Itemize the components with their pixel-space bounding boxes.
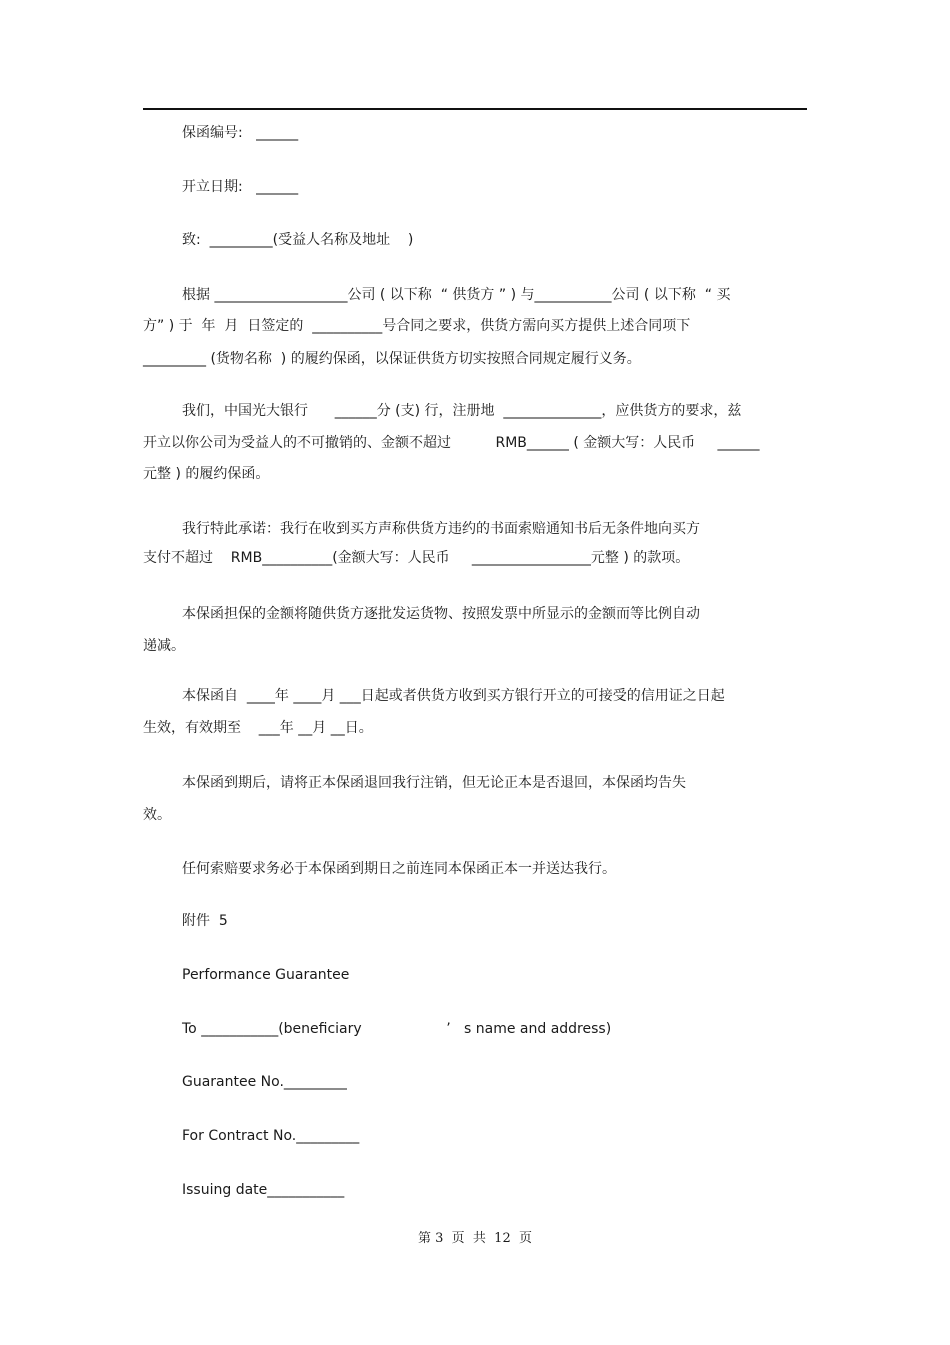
attachment-issuing-date: Issuing date___________: [182, 1182, 345, 1198]
undertaking-paragraph-line-1: 我行特此承诺：我行在收到买方声称供货方违约的书面索赔通知书后无条件地向买方: [182, 521, 700, 537]
claims-paragraph: 任何索赔要求务必于本保函到期日之前连同本保函正本一并送达我行。: [182, 861, 616, 877]
attachment-contract-number: For Contract No._________: [182, 1128, 360, 1144]
header-rule: [143, 108, 807, 110]
reduction-paragraph-line-2: 递减。: [143, 638, 185, 654]
guarantee-number-field: 保函编号: ______: [182, 125, 299, 141]
basis-paragraph-line-2: 方” ) 于 年 月 日签定的 __________号合同之要求，供货方需向买方提供上述合同项下: [143, 318, 691, 334]
attachment-guarantee-number: Guarantee No._________: [182, 1074, 347, 1090]
bank-paragraph-line-1: 我们，中国光大银行 ______分 (支) 行，注册地 ______________，应供货方的要求，兹: [182, 403, 742, 419]
reduction-paragraph-line-1: 本保函担保的金额将随供货方逐批发运货物、按照发票中所显示的金额而等比例自动: [182, 606, 700, 622]
bank-paragraph-line-3: 元整 ) 的履约保函。: [143, 466, 270, 482]
bank-paragraph-line-2: 开立以你公司为受益人的不可撤销的、金额不超过 RMB______ ( 金额大写：人民币 ______: [143, 435, 760, 451]
addressee-field: 致: _________(受益人名称及地址 ): [182, 232, 414, 248]
attachment-label: 附件 5: [182, 913, 228, 929]
attachment-title: Performance Guarantee: [182, 967, 350, 983]
validity-paragraph-line-1: 本保函自 ____年 ____月 ___日起或者供货方收到买方银行开立的可接受的信用证之日起: [182, 688, 725, 704]
issue-date-field: 开立日期: ______: [182, 179, 299, 195]
undertaking-paragraph-line-2: 支付不超过 RMB__________(金额大写：人民币 _________________元整 ) 的款项。: [143, 550, 690, 566]
validity-paragraph-line-2: 生效，有效期至 ___年 __月 __日。: [143, 720, 373, 736]
attachment-to-line: To ___________(beneficiary ’ s name and address): [182, 1021, 612, 1037]
basis-paragraph-line-3: _________ (货物名称 ) 的履约保函，以保证供货方切实按照合同规定履行义务。: [143, 351, 641, 367]
basis-paragraph-line-1: 根据 ___________________公司 ( 以下称 “ 供货方 ” ) 与___________公司 ( 以下称 “ 买: [182, 287, 731, 303]
page-footer: 第 3 页 共 12 页: [417, 1231, 532, 1246]
expiry-paragraph-line-2: 效。: [143, 807, 171, 823]
expiry-paragraph-line-1: 本保函到期后，请将正本保函退回我行注销，但无论正本是否退回，本保函均告失: [182, 775, 686, 791]
